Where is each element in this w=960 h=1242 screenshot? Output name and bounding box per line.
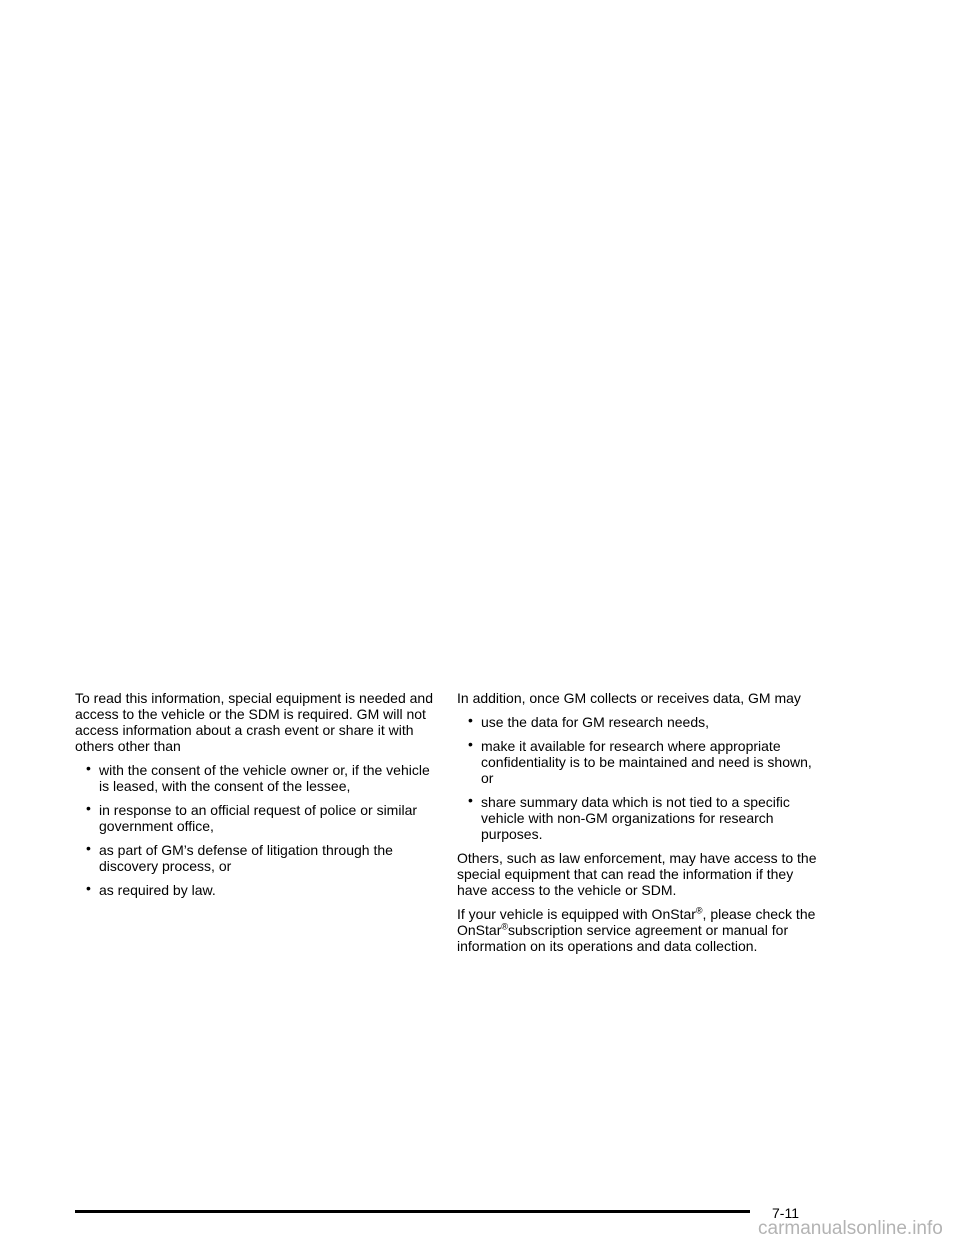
left-column xyxy=(75,690,435,906)
list-item: • as required by law. xyxy=(86,880,216,898)
access-paragraph: Others, such as law enforcement, may have access to the special equipment that can read the information if they have access to the vehicle or SDM. xyxy=(457,850,817,898)
list-item: • with the consent of the vehicle owner or, if the vehicle is leased, with the consent of the lessee, xyxy=(86,760,430,794)
bullet-icon: • xyxy=(86,840,91,856)
bullet-icon: • xyxy=(468,736,473,752)
left-intro-paragraph: To read this information, special equipment is needed and access to the vehicle or the SDM is required. GM will not access information about a crash event or share it with others other than xyxy=(75,690,433,754)
bullet-icon: • xyxy=(86,760,91,776)
bullet-icon: • xyxy=(86,880,91,896)
right-bullet-list xyxy=(457,714,817,842)
list-item: • share summary data which is not tied to a specific vehicle with non-GM organizations for research purposes. xyxy=(468,792,790,842)
bullet-icon: • xyxy=(468,792,473,808)
registered-mark: ® xyxy=(695,905,703,916)
right-column xyxy=(457,690,817,962)
left-bullet-list xyxy=(75,762,435,898)
registered-mark: ® xyxy=(501,921,508,932)
bullet-icon: • xyxy=(468,712,473,728)
footer-divider xyxy=(75,1210,750,1213)
page-number: 7-11 xyxy=(772,1205,799,1221)
list-item: • make it available for research where appropriate confidentiality is to be maintained and need is shown, or xyxy=(468,736,812,786)
bullet-icon: • xyxy=(86,800,91,816)
list-item: • in response to an official request of police or similar government office, xyxy=(86,800,418,834)
list-item: • use the data for GM research needs, xyxy=(468,712,710,730)
onstar-paragraph: If your vehicle is equipped with OnStar®, please check the OnStar®subscription service agreement or manual for information on its operations and data collection. xyxy=(457,905,816,954)
right-intro-paragraph: In addition, once GM collects or receives data, GM may xyxy=(457,690,801,706)
list-item: • as part of GM’s defense of litigation through the discovery process, or xyxy=(86,840,393,874)
watermark: carmanualsonline.info xyxy=(758,1218,943,1239)
